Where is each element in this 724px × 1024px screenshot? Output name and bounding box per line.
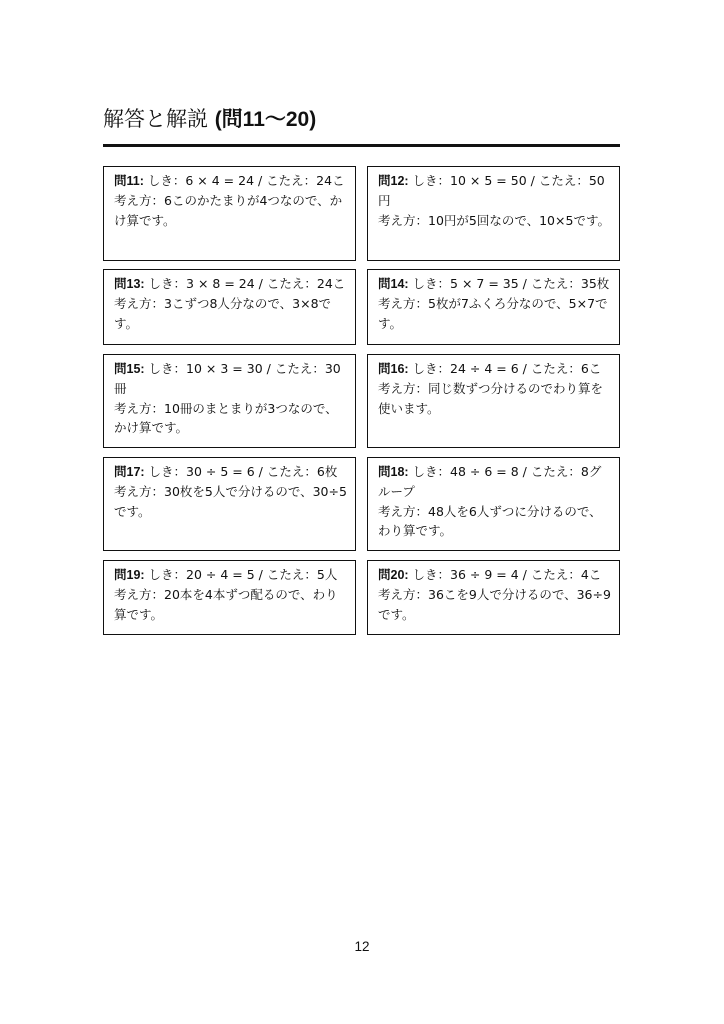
answer-explanation: 考え方：6このかたまりが4つなので、かけ算です。 <box>114 193 343 228</box>
answer-formula: しき：30 ÷ 5 = 6 / こたえ：6枚 <box>144 464 338 479</box>
answer-box-20 <box>367 560 620 635</box>
answer-explanation: 考え方：10円が5回なので、10×5です。 <box>378 212 610 228</box>
answer-formula: しき：24 ÷ 4 = 6 / こたえ：6こ <box>408 361 602 376</box>
answer-box-11 <box>103 166 356 261</box>
answer-explanation: 考え方：20本を4本ずつ配るので、わり算です。 <box>114 587 338 622</box>
answer-formula: しき：10 × 5 = 50 / こたえ：50円 <box>378 173 605 209</box>
answer-formula-line <box>114 171 349 191</box>
answer-formula-line <box>114 274 349 294</box>
title-divider <box>103 144 620 147</box>
answer-explanation: 考え方：10冊のまとまりが3つなので、かけ算です。 <box>114 400 338 436</box>
page-title-text: 解答と解説 <box>103 107 208 131</box>
answer-explanation: 考え方：5枚が7ふくろ分なので、5×7です。 <box>378 296 608 331</box>
answer-box-13 <box>103 269 356 345</box>
answer-formula: しき：10 × 3 = 30 / こたえ：30冊 <box>114 361 341 397</box>
question-label: 問12: <box>378 174 409 188</box>
answer-explanation: 考え方：48人を6人ずつに分けるので、わり算です。 <box>378 503 602 539</box>
page-number: 12 <box>354 939 370 954</box>
answer-explanation: 考え方：36こを9人で分けるので、36÷9です。 <box>378 587 611 622</box>
answer-explanation: 考え方：30枚を5人で分けるので、30÷5です。 <box>114 484 347 519</box>
answer-formula: しき：48 ÷ 6 = 8 / こたえ：8グループ <box>378 464 602 500</box>
page-title-range: (問11〜20) <box>214 108 317 131</box>
question-label: 問15: <box>114 362 145 376</box>
answer-box-17 <box>103 457 356 551</box>
question-label: 問14: <box>378 277 409 291</box>
answer-formula-line <box>378 359 613 379</box>
answer-formula-line <box>378 565 613 585</box>
page-title <box>103 104 316 135</box>
answer-formula-line <box>378 274 613 294</box>
answer-box-19 <box>103 560 356 635</box>
answer-formula: しき：5 × 7 = 35 / こたえ：35枚 <box>408 276 610 291</box>
answer-formula-line <box>114 462 349 482</box>
answer-box-14 <box>367 269 620 345</box>
answer-formula: しき：36 ÷ 9 = 4 / こたえ：4こ <box>408 567 602 582</box>
answer-formula: しき：6 × 4 = 24 / こたえ：24こ <box>143 173 345 188</box>
question-label: 問16: <box>378 362 409 376</box>
question-label: 問13: <box>114 277 145 291</box>
answer-formula-line <box>114 359 349 399</box>
answer-box-15 <box>103 354 356 448</box>
answer-formula-line <box>378 462 613 502</box>
question-label: 問20: <box>378 568 409 582</box>
answer-formula-line <box>378 171 613 211</box>
question-label: 問19: <box>114 568 145 582</box>
answer-box-18 <box>367 457 620 551</box>
question-label: 問18: <box>378 465 409 479</box>
answer-formula-line <box>114 565 349 585</box>
answer-explanation: 考え方：3こずつ8人分なので、3×8です。 <box>114 296 332 331</box>
question-label: 問17: <box>114 465 145 479</box>
answer-formula: しき：20 ÷ 4 = 5 / こたえ：5人 <box>144 567 338 582</box>
answer-explanation: 考え方：同じ数ずつ分けるのでわり算を使います。 <box>378 381 604 416</box>
answer-formula: しき：3 × 8 = 24 / こたえ：24こ <box>144 276 346 291</box>
answer-box-16 <box>367 354 620 448</box>
question-label: 問11: <box>114 174 144 188</box>
answer-box-12 <box>367 166 620 261</box>
